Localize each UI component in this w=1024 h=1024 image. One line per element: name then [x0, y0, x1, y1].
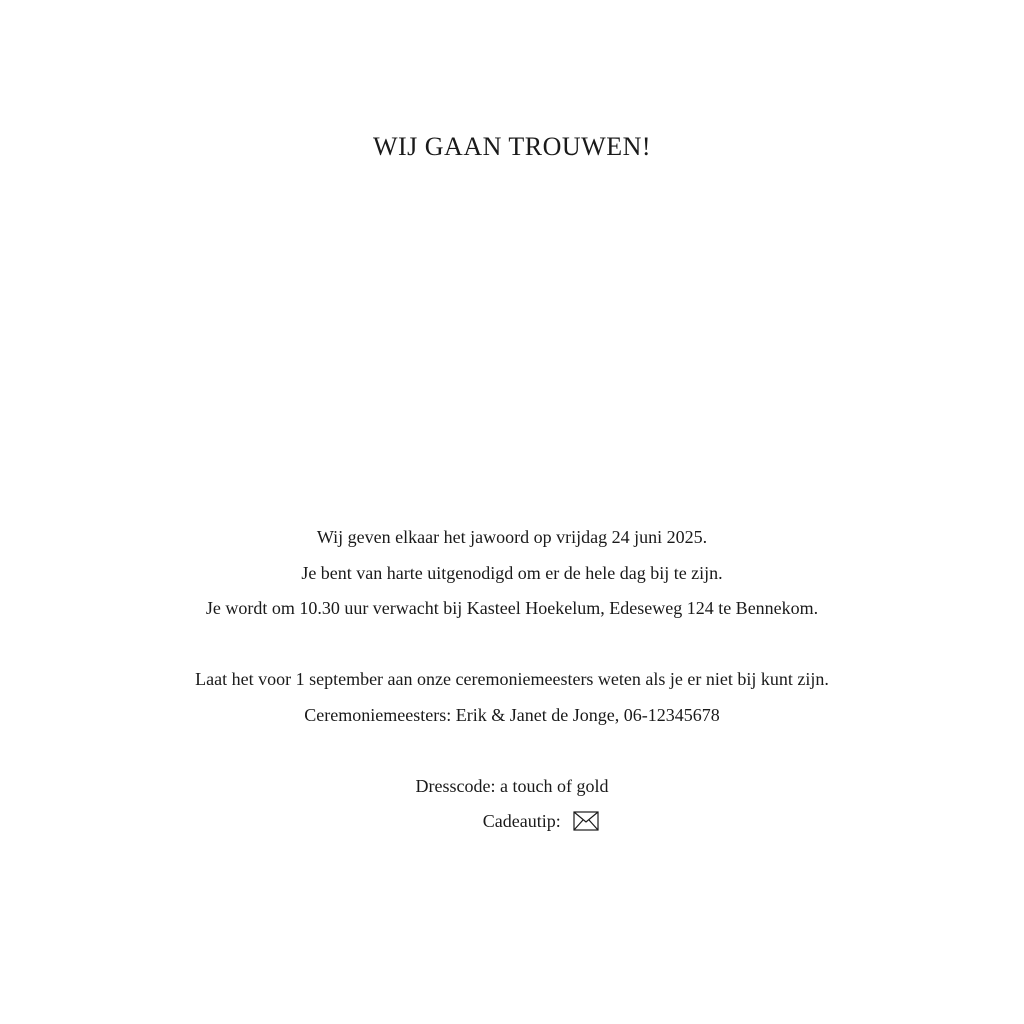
- rsvp-line: Laat het voor 1 september aan onze ceremoniemeesters weten als je er niet bij kunt zijn.: [195, 669, 829, 689]
- gift-tip-line: [0, 804, 1024, 840]
- spacer: [0, 627, 1024, 663]
- spacer: [0, 733, 1024, 769]
- dresscode-line: Dresscode: a touch of gold: [415, 775, 609, 796]
- invitation-body: [0, 520, 1024, 840]
- venue-line: Je wordt om 10.30 uur verwacht bij Kasteel Hoekelum, Edeseweg 124 te Bennekom.: [205, 598, 819, 618]
- wedding-date-line: Wij geven elkaar het jawoord op vrijdag 24 juni 2025.: [316, 527, 708, 547]
- gift-tip-label: Cadeautip:: [482, 811, 561, 831]
- ceremony-masters-line: Ceremoniemeesters: Erik & Janet de Jonge, 06-12345678: [304, 704, 720, 725]
- invitation-title: WIJ GAAN TROUWEN!: [372, 132, 652, 161]
- envelope-icon: [573, 811, 599, 831]
- invitation-line: Je bent van harte uitgenodigd om er de hele dag bij te zijn.: [301, 562, 723, 583]
